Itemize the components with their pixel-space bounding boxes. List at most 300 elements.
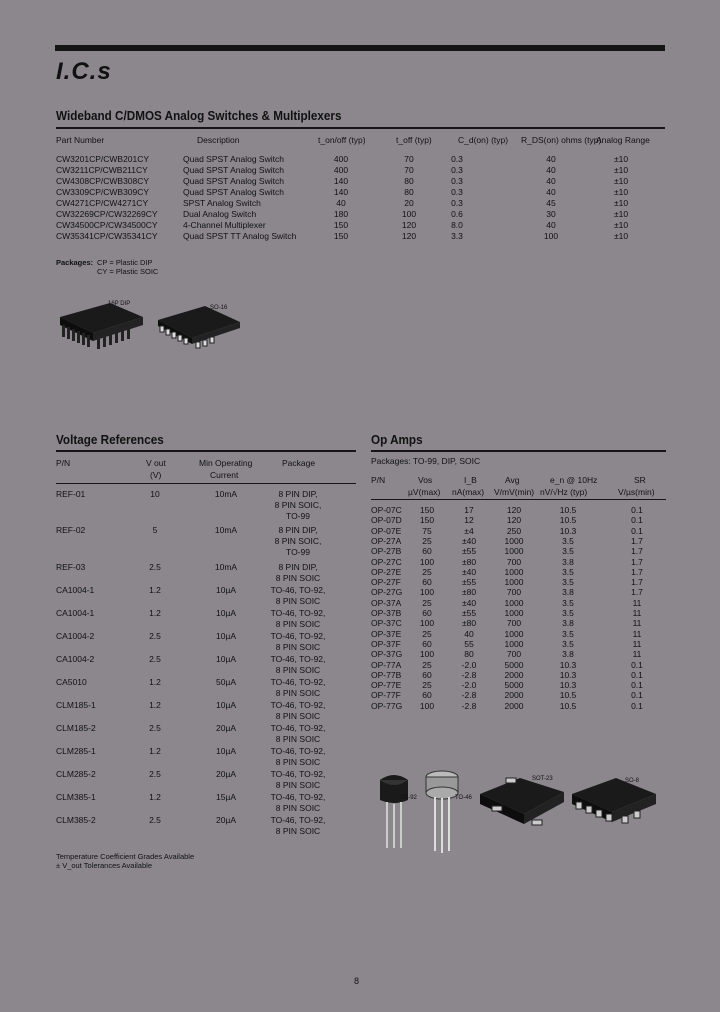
opamp-cell: OP-27C xyxy=(371,556,402,567)
switches-header-0: Part Number xyxy=(56,135,105,145)
opamp-cell: 80 xyxy=(464,649,474,660)
opamp-cell: OP-77E xyxy=(371,680,402,691)
switches-cell: 400 xyxy=(333,165,349,175)
opamp-cell: OP-77G xyxy=(371,700,403,711)
opamp-cell: 700 xyxy=(506,587,522,598)
opamp-cell: 60 xyxy=(422,690,432,701)
switches-cell: Quad SPST Analog Switch xyxy=(183,187,284,197)
vref-package: 8 PIN SOIC xyxy=(275,619,321,629)
opamp-cell: OP-37C xyxy=(371,618,402,629)
vref-vout: 1.2 xyxy=(149,700,161,710)
opamps-header-ib-unit: nA(max) xyxy=(452,487,485,497)
opamp-cell: 1.7 xyxy=(631,587,643,598)
page-title: I.C.s xyxy=(56,58,112,85)
opamp-cell: 120 xyxy=(506,505,522,515)
vref-pn: CLM285-1 xyxy=(56,746,96,756)
opamp-cell: 0.1 xyxy=(631,659,643,670)
opamp-cell: 1.7 xyxy=(631,566,643,577)
switches-header-6: Analog Range xyxy=(596,135,650,145)
vref-header-current: Min Operating xyxy=(199,458,253,468)
vref-package: TO-46, TO-92, xyxy=(270,608,326,618)
switches-cell: ±10 xyxy=(613,198,629,208)
vref-pn: CLM185-1 xyxy=(56,700,96,710)
vref-pn: CLM385-2 xyxy=(56,815,96,825)
vref-package: 8 PIN SOIC, xyxy=(274,500,322,510)
switches-cell: 40 xyxy=(546,187,556,197)
so8-package-label: SO-8 xyxy=(625,778,640,784)
vref-current: 10mA xyxy=(214,489,238,499)
switches-cell: ±10 xyxy=(613,154,629,164)
opamps-header-ib: I_B xyxy=(464,475,477,485)
vref-package: TO-46, TO-92, xyxy=(270,585,326,595)
opamps-header-sr-unit: V/µs(min) xyxy=(618,487,655,497)
vref-vout: 10 xyxy=(150,489,160,499)
opamp-cell: 3.5 xyxy=(562,535,574,546)
vref-package: TO-46, TO-92, xyxy=(270,631,326,641)
switches-cell: 4-Channel Multiplexer xyxy=(183,220,266,230)
vref-package: 8 PIN SOIC xyxy=(275,803,321,813)
opamp-cell: 1.7 xyxy=(631,577,643,588)
opamp-cell: OP-37F xyxy=(371,638,401,649)
vref-pn: CA1004-1 xyxy=(56,608,95,618)
vref-package: 8 PIN DIP, xyxy=(278,562,318,572)
opamp-cell: 0.1 xyxy=(631,525,643,536)
opamps-packages: Packages: TO-99, DIP, SOIC xyxy=(371,456,481,466)
opamp-cell: 25 xyxy=(422,597,432,608)
opamp-cell: 3.5 xyxy=(562,597,574,608)
opamp-cell: 10.5 xyxy=(559,690,577,701)
switches-packages-label: Packages: xyxy=(56,258,94,267)
opamp-cell: 3.5 xyxy=(562,638,574,649)
opamp-cell: 60 xyxy=(422,577,432,588)
opamp-cell: 700 xyxy=(506,618,522,629)
vref-package: TO-46, TO-92, xyxy=(270,792,326,802)
opamp-cell: 60 xyxy=(422,546,432,557)
vref-current: 10mA xyxy=(214,525,238,535)
dip-package-image xyxy=(55,295,145,355)
opamp-cell: 100 xyxy=(419,649,435,660)
opamp-cell: 3.8 xyxy=(562,649,574,660)
opamp-cell: 1.7 xyxy=(631,546,643,557)
opamp-cell: OP-37E xyxy=(371,628,402,639)
vref-package: 8 PIN SOIC xyxy=(275,642,321,652)
opamp-cell: 3.5 xyxy=(562,577,574,588)
switches-cell: ±10 xyxy=(613,231,629,241)
switches-cell: Quad SPST Analog Switch xyxy=(183,165,284,175)
opamp-cell: 100 xyxy=(419,700,435,711)
vref-package: 8 PIN SOIC xyxy=(275,665,321,675)
opamps-header-en: e_n @ 10Hz xyxy=(550,475,598,485)
switches-cell: 120 xyxy=(401,220,417,230)
opamp-cell: 1000 xyxy=(504,608,524,618)
opamp-cell: OP-27E xyxy=(371,566,402,577)
opamp-cell: 5000 xyxy=(504,659,524,670)
opamps-rule xyxy=(371,450,666,452)
opamp-cell: 120 xyxy=(506,515,522,526)
vref-current: 10µA xyxy=(215,654,237,664)
opamp-cell: 25 xyxy=(422,628,432,639)
opamp-cell: OP-77B xyxy=(371,669,402,680)
opamp-cell: 10.5 xyxy=(559,515,577,526)
vref-package: TO-99 xyxy=(286,511,310,521)
vref-note-2: ± V_out Tolerances Available xyxy=(56,861,152,870)
opamps-header-en-unit: nV/√Hz (typ) xyxy=(540,487,588,497)
vref-current: 20µA xyxy=(215,769,237,779)
opamp-cell: 1000 xyxy=(504,628,524,639)
vref-current: 50µA xyxy=(215,677,237,687)
vref-pn: CLM285-2 xyxy=(56,769,96,779)
opamp-cell: OP-07D xyxy=(371,515,402,526)
vref-package: TO-46, TO-92, xyxy=(270,700,326,710)
opamp-cell: OP-27B xyxy=(371,546,402,557)
vref-package: 8 PIN SOIC xyxy=(275,573,321,583)
switches-cell: CW4271CP/CW4271CY xyxy=(56,198,149,208)
switches-cell: 0.6 xyxy=(451,209,463,219)
opamp-cell: 11 xyxy=(632,618,642,629)
switches-cell: CW4308CP/CWB308CY xyxy=(56,176,150,186)
opamp-cell: 100 xyxy=(419,618,435,629)
switches-cell: 100 xyxy=(401,209,417,219)
to92-package-label: TO-92 xyxy=(400,795,417,801)
vref-package: 8 PIN SOIC xyxy=(275,711,321,721)
switches-header-5: R_DS(on) ohms (typ) xyxy=(521,135,602,145)
switches-header-2: t_on/off (typ) xyxy=(318,135,366,145)
switches-cell: 8.0 xyxy=(451,220,463,230)
opamp-cell: 60 xyxy=(422,638,432,649)
opamp-cell: OP-27F xyxy=(371,577,401,588)
vref-package: TO-46, TO-92, xyxy=(270,815,326,825)
vref-current: 10µA xyxy=(215,608,237,618)
vref-vout: 5 xyxy=(152,525,158,535)
opamp-cell: 12 xyxy=(464,515,474,526)
switches-cell: Quad SPST Analog Switch xyxy=(183,176,284,186)
opamp-cell: 1.7 xyxy=(631,556,643,567)
switches-cell: 0.3 xyxy=(451,165,463,175)
vref-header-package: Package xyxy=(282,458,316,468)
vref-vout: 2.5 xyxy=(149,654,161,664)
switches-cell: CW35341CP/CW35341CY xyxy=(56,231,158,241)
opamp-cell: 3.5 xyxy=(562,546,574,557)
vref-rule xyxy=(56,450,356,452)
opamps-title: Op Amps xyxy=(371,432,423,447)
switches-header-3: t_off (typ) xyxy=(396,135,432,145)
vref-pn: CA1004-1 xyxy=(56,585,95,595)
opamp-cell: -2.8 xyxy=(461,690,477,701)
vref-note-1: Temperature Coefficient Grades Available xyxy=(56,852,195,861)
vref-package: TO-46, TO-92, xyxy=(270,769,326,779)
switches-header-1: Description xyxy=(197,135,240,145)
opamp-cell: 3.5 xyxy=(562,628,574,639)
soic16-package-image xyxy=(150,300,245,360)
vref-package: 8 PIN SOIC xyxy=(275,596,321,606)
opamp-cell: OP-07E xyxy=(371,525,402,536)
opamp-cell: OP-27G xyxy=(371,587,403,598)
vref-current: 15µA xyxy=(215,792,237,802)
opamp-cell: ±4 xyxy=(464,525,474,536)
opamp-cell: -2.0 xyxy=(461,659,477,670)
opamp-cell: 10.3 xyxy=(559,669,577,680)
switches-cell: 45 xyxy=(546,198,556,208)
vref-vout: 1.2 xyxy=(149,792,161,802)
switches-cell: 70 xyxy=(404,165,414,175)
vref-vout: 1.2 xyxy=(149,677,161,687)
switches-cell: ±10 xyxy=(613,209,629,219)
sot23-package-image xyxy=(476,770,568,840)
opamp-cell: 1000 xyxy=(504,546,524,557)
opamp-cell: 2000 xyxy=(504,669,524,680)
opamp-cell: ±80 xyxy=(461,618,477,629)
switches-cell: Dual Analog Switch xyxy=(183,209,257,219)
opamp-cell: 60 xyxy=(422,669,432,680)
opamp-cell: 25 xyxy=(422,680,432,691)
opamp-cell: 100 xyxy=(419,587,435,598)
vref-pn: REF-03 xyxy=(56,562,86,572)
opamp-cell: 0.1 xyxy=(631,690,643,701)
opamp-cell: ±55 xyxy=(461,608,477,618)
vref-header-current2: Current xyxy=(210,470,239,480)
switches-cell: 40 xyxy=(546,154,556,164)
opamp-cell: 1000 xyxy=(504,566,524,577)
vref-pn: CA1004-2 xyxy=(56,631,95,641)
switches-cell: 100 xyxy=(543,231,559,241)
opamp-cell: 17 xyxy=(464,505,474,515)
opamp-cell: 100 xyxy=(419,556,435,567)
opamp-cell: 3.8 xyxy=(562,556,574,567)
opamp-cell: -2.8 xyxy=(461,669,477,680)
switches-title: Wideband C/DMOS Analog Switches & Multiplexers xyxy=(56,108,342,123)
vref-package: 8 PIN SOIC xyxy=(275,688,321,698)
switches-cell: SPST Analog Switch xyxy=(183,198,261,208)
opamps-header-vos: Vos xyxy=(418,475,433,485)
opamp-cell: 11 xyxy=(632,638,642,649)
opamp-cell: 150 xyxy=(419,515,435,526)
switches-cell: 40 xyxy=(546,165,556,175)
switches-package-cy: CY = Plastic SOIC xyxy=(97,267,159,276)
opamp-cell: 10.3 xyxy=(559,680,577,691)
opamp-cell: 1000 xyxy=(504,597,524,608)
opamps-header-pn: P/N xyxy=(371,475,386,485)
opamp-cell: 10.5 xyxy=(559,505,577,515)
vref-pn: CA5010 xyxy=(56,677,87,687)
switches-cell: 150 xyxy=(333,231,349,241)
switches-cell: Quad SPST TT Analog Switch xyxy=(183,231,297,241)
opamp-cell: 1000 xyxy=(504,535,524,546)
switches-cell: 30 xyxy=(546,209,556,219)
vref-header-vout: V out xyxy=(146,458,166,468)
switches-cell: CW3309CP/CWB309CY xyxy=(56,187,150,197)
switches-cell: CW3201CP/CWB201CY xyxy=(56,154,150,164)
opamp-cell: 3.5 xyxy=(562,608,574,618)
switches-cell: 0.3 xyxy=(451,198,463,208)
opamp-cell: 11 xyxy=(632,597,642,608)
vref-header-rule xyxy=(56,483,356,484)
sot23-package-label: SOT-23 xyxy=(532,776,553,782)
opamp-cell: 0.1 xyxy=(631,680,643,691)
vref-current: 10µA xyxy=(215,631,237,641)
opamp-cell: OP-27A xyxy=(371,535,402,546)
opamp-cell: 25 xyxy=(422,659,432,670)
switches-package-cp: CP = Plastic DIP xyxy=(97,258,153,267)
opamp-cell: 700 xyxy=(506,649,522,660)
switches-cell: ±10 xyxy=(613,165,629,175)
vref-vout: 1.2 xyxy=(149,746,161,756)
opamp-cell: ±55 xyxy=(461,546,477,557)
switches-cell: CW34500CP/CW34500CY xyxy=(56,220,158,230)
switches-cell: 20 xyxy=(404,198,414,208)
opamp-cell: 1000 xyxy=(504,577,524,588)
vref-package: 8 PIN SOIC xyxy=(275,826,321,836)
opamps-header-rule xyxy=(371,499,666,500)
opamp-cell: -2.8 xyxy=(461,700,477,711)
vref-package: TO-46, TO-92, xyxy=(270,654,326,664)
vref-package: 8 PIN SOIC, xyxy=(274,536,322,546)
opamp-cell: 10.3 xyxy=(559,659,577,670)
switches-cell: 0.3 xyxy=(451,154,463,164)
opamp-cell: ±40 xyxy=(461,597,477,608)
vref-package: 8 PIN SOIC xyxy=(275,734,321,744)
opamp-cell: 11 xyxy=(632,649,642,660)
opamp-cell: OP-77F xyxy=(371,690,401,701)
top-rule xyxy=(55,45,665,51)
vref-vout: 2.5 xyxy=(149,723,161,733)
switches-cell: 140 xyxy=(333,176,349,186)
vref-pn: REF-02 xyxy=(56,525,86,535)
opamp-cell: ±40 xyxy=(461,566,477,577)
opamp-cell: 2000 xyxy=(504,700,524,711)
switches-cell: ±10 xyxy=(613,187,629,197)
vref-current: 20µA xyxy=(215,723,237,733)
opamp-cell: 10.5 xyxy=(559,700,577,711)
opamps-header-sr: SR xyxy=(634,475,646,485)
soic16-package-label: SO-16 xyxy=(210,305,228,311)
switches-cell: 70 xyxy=(404,154,414,164)
vref-package: TO-99 xyxy=(286,547,310,557)
vref-header-pn: P/N xyxy=(56,458,71,468)
switches-cell: 120 xyxy=(401,231,417,241)
opamp-cell: 11 xyxy=(632,628,642,639)
opamp-cell: 3.5 xyxy=(562,566,574,577)
vref-package: TO-46, TO-92, xyxy=(270,746,326,756)
opamp-cell: 2000 xyxy=(504,690,524,701)
opamp-cell: OP-37A xyxy=(371,597,402,608)
switches-header-4: C_d(on) (typ) xyxy=(458,135,509,145)
vref-vout: 1.2 xyxy=(149,608,161,618)
vref-pn: CA1004-2 xyxy=(56,654,95,664)
switches-cell: ±10 xyxy=(613,220,629,230)
page-number: 8 xyxy=(354,976,360,986)
vref-current: 10µA xyxy=(215,700,237,710)
switches-cell: 0.3 xyxy=(451,187,463,197)
to46-package-image xyxy=(420,765,470,855)
vref-vout: 2.5 xyxy=(149,562,161,572)
vref-package: 8 PIN DIP, xyxy=(278,525,318,535)
opamp-cell: 25 xyxy=(422,566,432,577)
opamp-cell: 40 xyxy=(464,628,474,639)
vref-current: 20µA xyxy=(215,815,237,825)
switches-cell: ±10 xyxy=(613,176,629,186)
opamps-header-avg-unit: V/mV(min) xyxy=(494,487,535,497)
vref-vout: 1.2 xyxy=(149,585,161,595)
switches-cell: 40 xyxy=(336,198,346,208)
opamp-cell: 250 xyxy=(506,525,522,536)
vref-vout: 2.5 xyxy=(149,815,161,825)
vref-pn: CLM185-2 xyxy=(56,723,96,733)
opamp-cell: 10.3 xyxy=(559,525,577,536)
opamp-cell: OP-77A xyxy=(371,659,402,670)
switches-cell: 140 xyxy=(333,187,349,197)
opamp-cell: 0.1 xyxy=(631,515,643,526)
opamp-cell: 11 xyxy=(632,608,642,618)
opamp-cell: OP-37G xyxy=(371,649,403,660)
opamps-header-vos-unit: µV(max) xyxy=(408,487,441,497)
switches-cell: CW32269CP/CW32269CY xyxy=(56,209,158,219)
opamp-cell: 60 xyxy=(422,608,432,618)
switches-cell: 40 xyxy=(546,176,556,186)
vref-vout: 2.5 xyxy=(149,769,161,779)
vref-header-vout-unit: (V) xyxy=(150,470,162,480)
vref-package: TO-46, TO-92, xyxy=(270,677,326,687)
switches-cell: 80 xyxy=(404,176,414,186)
opamp-cell: 1000 xyxy=(504,638,524,649)
opamp-cell: OP-07C xyxy=(371,505,402,515)
opamp-cell: ±40 xyxy=(461,535,477,546)
to92-package-image xyxy=(372,768,420,850)
vref-vout: 2.5 xyxy=(149,631,161,641)
vref-current: 10mA xyxy=(214,562,238,572)
to46-package-label: TO-46 xyxy=(455,795,472,801)
opamp-cell: 0.1 xyxy=(631,505,643,515)
vref-package: 8 PIN DIP, xyxy=(278,489,318,499)
switches-cell: 150 xyxy=(333,220,349,230)
opamp-cell: 150 xyxy=(419,505,435,515)
opamp-cell: ±80 xyxy=(461,556,477,567)
switches-cell: 40 xyxy=(546,220,556,230)
opamp-cell: 0.1 xyxy=(631,669,643,680)
opamp-cell: 55 xyxy=(464,638,474,649)
vref-pn: REF-01 xyxy=(56,489,86,499)
vref-current: 10µA xyxy=(215,746,237,756)
opamp-cell: 700 xyxy=(506,556,522,567)
opamp-cell: ±80 xyxy=(461,587,477,598)
opamp-cell: OP-37B xyxy=(371,608,402,618)
opamp-cell: 1.7 xyxy=(631,535,643,546)
dip-package-label: 16P DIP xyxy=(108,301,131,307)
switches-cell: 180 xyxy=(333,209,349,219)
vref-pn: CLM385-1 xyxy=(56,792,96,802)
opamp-cell: ±55 xyxy=(461,577,477,588)
switches-cell: 0.3 xyxy=(451,176,463,186)
opamp-cell: 0.1 xyxy=(631,700,643,711)
switches-cell: 80 xyxy=(404,187,414,197)
switches-cell: 3.3 xyxy=(451,231,463,241)
opamp-cell: 3.8 xyxy=(562,587,574,598)
switches-cell: 400 xyxy=(333,154,349,164)
opamp-cell: 75 xyxy=(422,525,432,536)
opamp-cell: 5000 xyxy=(504,680,524,691)
vref-title: Voltage References xyxy=(56,432,164,447)
opamps-header-avg: Avg xyxy=(505,475,520,485)
vref-current: 10µA xyxy=(215,585,237,595)
switches-cell: CW3211CP/CWB211CY xyxy=(56,165,148,175)
opamp-cell: 3.8 xyxy=(562,618,574,629)
opamp-cell: -2.0 xyxy=(461,680,477,691)
vref-package: 8 PIN SOIC xyxy=(275,757,321,767)
switches-cell: Quad SPST Analog Switch xyxy=(183,154,284,164)
opamp-cell: 25 xyxy=(422,535,432,546)
vref-package: TO-46, TO-92, xyxy=(270,723,326,733)
so8-package-image xyxy=(568,772,660,842)
switches-rule xyxy=(56,127,665,129)
